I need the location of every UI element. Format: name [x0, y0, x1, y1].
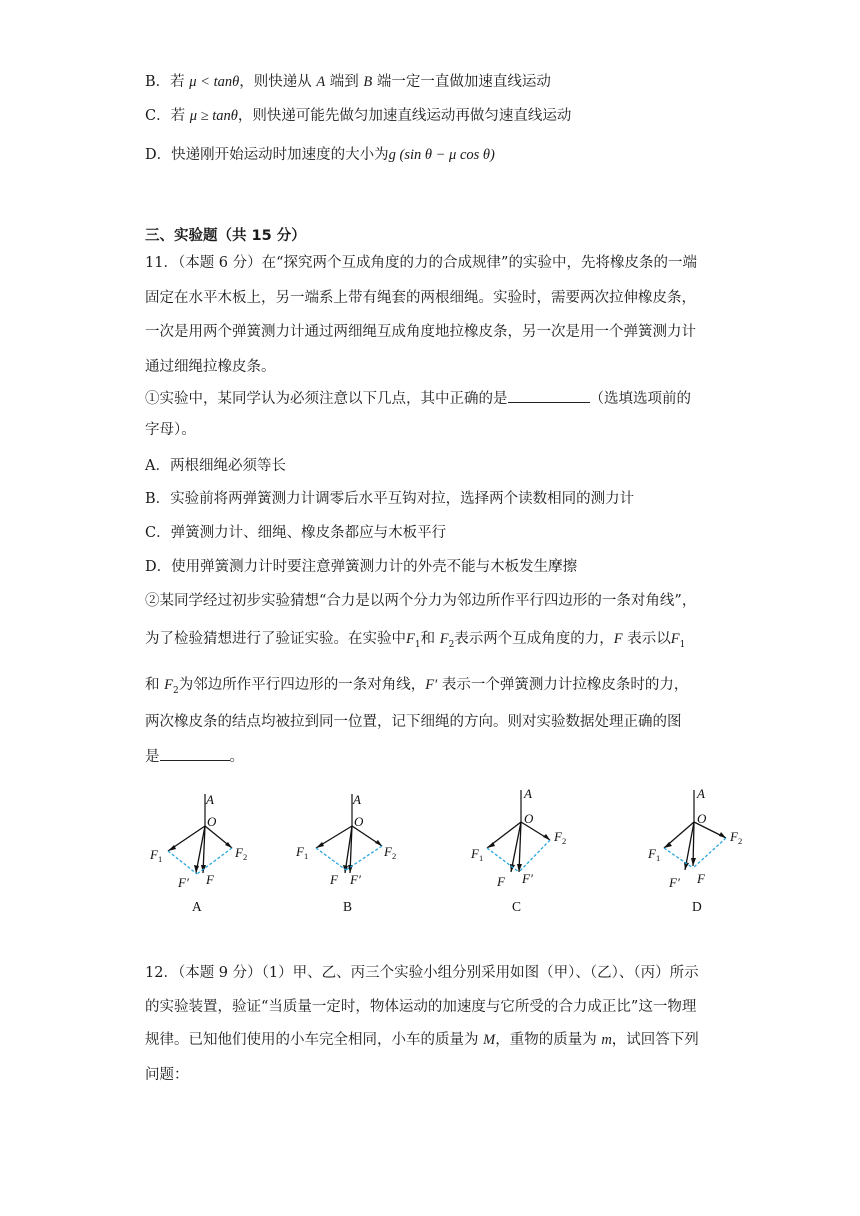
- answer-blank-1[interactable]: [508, 388, 590, 403]
- q12-line-3: 规律。已知他们使用的小车完全相同，小车的质量为 M，重物的质量为 m，试回答下列: [145, 1032, 699, 1048]
- svg-text:A: A: [353, 792, 361, 807]
- svg-text:O: O: [697, 811, 707, 826]
- svg-text:1: 1: [158, 854, 163, 864]
- q11-part2-line-5: 是 。: [145, 746, 244, 767]
- svg-text:F: F: [648, 846, 656, 861]
- acceleration-formula: g (sin θ − μ cos θ): [388, 147, 495, 163]
- svg-text:1: 1: [479, 853, 484, 863]
- svg-text:2: 2: [562, 836, 567, 846]
- figure-c: [465, 786, 605, 916]
- q12-line-1: 12．（本题 9 分）（1）甲、乙、丙三个实验小组分别采用如图（甲）、（乙）、（丙）所示: [145, 965, 699, 981]
- svg-text:2: 2: [738, 836, 743, 846]
- figure-d: [640, 786, 780, 916]
- svg-text:F: F: [471, 846, 479, 861]
- q11-option-c: C．弹簧测力计、细绳、橡皮条都应与木板平行: [145, 525, 447, 541]
- svg-text:B: B: [343, 899, 353, 914]
- svg-text:2: 2: [392, 851, 397, 861]
- q11-part2-line-4: 两次橡皮条的结点均被拉到同一位置，记下细绳的方向。则对实验数据处理正确的图: [145, 714, 682, 730]
- q11-part1: ①实验中，某同学认为必须注意以下几点，其中正确的是 （选填选项前的: [145, 388, 691, 409]
- svg-text:1: 1: [656, 853, 661, 863]
- svg-text:F′: F′: [522, 871, 533, 886]
- q12-line-4: 问题：: [145, 1067, 189, 1083]
- q11-option-a: A．两根细绳必须等长: [145, 458, 286, 474]
- q11-line-2: 固定在水平木板上，另一端系上带有绳套的两根细绳。实验时，需要两次拉伸橡皮条，: [145, 290, 696, 306]
- svg-text:F: F: [296, 844, 304, 859]
- condition-formula: μ ≥ tanθ: [189, 108, 238, 124]
- condition-formula: μ < tanθ: [189, 74, 240, 90]
- svg-text:1: 1: [304, 851, 309, 861]
- svg-text:C: C: [512, 899, 522, 914]
- svg-text:F: F: [554, 829, 562, 844]
- q11-part2-line-3: 和 $F_2$为邻边所作平行四边形的一条对角线，F′ 表示一个弹簧测力计拉橡皮条时的力，: [145, 677, 689, 696]
- svg-text:O: O: [524, 811, 534, 826]
- svg-text:F′: F′: [669, 875, 680, 890]
- q11-part2-line-1: ②某同学经过初步实验猜想“合力是以两个分力为邻边所作平行四边形的一条对角线”，: [145, 593, 697, 609]
- svg-text:F′: F′: [350, 872, 361, 887]
- svg-text:A: A: [697, 786, 705, 801]
- svg-text:F: F: [730, 829, 738, 844]
- option-c-prev: C．若 μ ≥ tanθ，则快递可能先做匀加速直线运动再做匀速直线运动: [145, 108, 572, 124]
- q11-option-b: B．实验前将两弹簧测力计调零后水平互钩对拉，选择两个读数相同的测力计: [145, 491, 635, 507]
- svg-text:A: A: [524, 786, 532, 801]
- option-b-prev: B．若 μ < tanθ，则快递从 A 端到 B 端一定一直做加速直线运动: [145, 74, 551, 90]
- q11-line-4: 通过细绳拉橡皮条。: [145, 359, 276, 375]
- svg-text:F: F: [384, 844, 392, 859]
- figure-b: [290, 786, 430, 916]
- q11-option-d: D．使用弹簧测力计时要注意弹簧测力计的外壳不能与木板发生摩擦: [145, 559, 578, 575]
- q11-part1-cont: 字母）。: [145, 422, 196, 438]
- svg-text:F: F: [235, 845, 243, 860]
- svg-text:2: 2: [243, 852, 248, 862]
- q12-line-2: 的实验装置，验证“当质量一定时，物体运动的加速度与它所受的合力成正比”这一物理: [145, 999, 697, 1015]
- svg-text:F: F: [150, 847, 158, 862]
- svg-text:A: A: [192, 899, 202, 914]
- svg-text:F′: F′: [178, 875, 189, 890]
- svg-text:F: F: [206, 872, 214, 887]
- figure-a: [140, 786, 280, 916]
- svg-text:F: F: [697, 871, 705, 886]
- svg-text:O: O: [207, 814, 217, 829]
- svg-text:F: F: [497, 874, 505, 889]
- svg-text:D: D: [692, 899, 702, 914]
- q11-part2-line-2: 为了检验猜想进行了验证实验。在实验中$F_1$和 $F_2$表示两个互成角度的力，F 表示以$F_1$: [145, 631, 686, 650]
- answer-blank-2[interactable]: [160, 746, 230, 761]
- q11-line-3: 一次是用两个弹簧测力计通过两细绳互成角度地拉橡皮条，另一次是用一个弹簧测力计: [145, 324, 696, 340]
- section-title: 三、实验题（共 15 分）: [145, 228, 306, 244]
- option-d-prev: D．快递刚开始运动时加速度的大小为g (sin θ − μ cos θ): [145, 147, 495, 163]
- svg-text:O: O: [354, 814, 364, 829]
- q11-line-1: 11．（本题 6 分）在“探究两个互成角度的力的合成规律”的实验中，先将橡皮条的一端: [145, 255, 697, 271]
- svg-text:A: A: [206, 792, 214, 807]
- svg-text:F: F: [330, 872, 338, 887]
